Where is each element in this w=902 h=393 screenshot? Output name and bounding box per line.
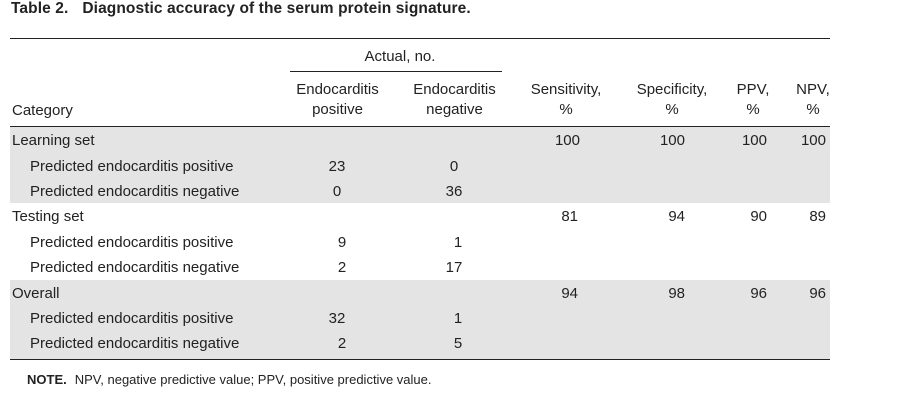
col-header-ppv: PPV, % bbox=[736, 81, 770, 118]
cell-endo-pos: 9 bbox=[337, 234, 347, 251]
table-title bbox=[11, 0, 471, 18]
cell-endo-neg: 36 bbox=[445, 183, 463, 200]
col-header-sensitivity: Sensitivity, % bbox=[530, 81, 602, 118]
row-label: Predicted endocarditis positive bbox=[30, 310, 234, 327]
col-header-endo-neg: Endocarditis negative bbox=[413, 81, 496, 118]
cell-specificity: 94 bbox=[668, 208, 685, 225]
group-name-testing: Testing set bbox=[12, 208, 84, 225]
cell-sensitivity: 94 bbox=[561, 285, 578, 302]
bottom-rule bbox=[10, 359, 830, 360]
cell-endo-pos: 23 bbox=[328, 158, 346, 175]
col-header-specificity: Specificity, % bbox=[636, 81, 708, 118]
cell-specificity: 100 bbox=[659, 132, 685, 149]
group-name-learning: Learning set bbox=[12, 132, 95, 149]
actual-group-rule bbox=[290, 71, 502, 72]
col-header-endo-pos: Endocarditis positive bbox=[296, 81, 379, 118]
note-text: NPV, negative predictive value; PPV, positive predictive value. bbox=[74, 372, 432, 387]
cell-sensitivity: 100 bbox=[554, 132, 580, 149]
row-label: Predicted endocarditis negative bbox=[30, 183, 240, 200]
table-label: Table 2. bbox=[11, 0, 69, 17]
col-header-category: Category bbox=[12, 102, 73, 119]
cell-endo-neg: 0 bbox=[449, 158, 459, 175]
cell-ppv: 90 bbox=[750, 208, 767, 225]
top-rule bbox=[10, 38, 830, 39]
table-note bbox=[27, 372, 431, 387]
cell-endo-pos: 32 bbox=[328, 310, 346, 327]
row-label: Predicted endocarditis positive bbox=[30, 234, 234, 251]
cell-ppv: 100 bbox=[741, 132, 767, 149]
cell-endo-neg: 17 bbox=[445, 259, 463, 276]
cell-endo-pos: 2 bbox=[337, 335, 347, 352]
cell-endo-pos: 2 bbox=[337, 259, 347, 276]
note-label: NOTE. bbox=[27, 372, 67, 387]
row-label: Predicted endocarditis negative bbox=[30, 335, 240, 352]
row-label: Predicted endocarditis negative bbox=[30, 259, 240, 276]
cell-endo-neg: 5 bbox=[453, 335, 463, 352]
cell-endo-neg: 1 bbox=[453, 310, 463, 327]
cell-sensitivity: 81 bbox=[561, 208, 578, 225]
cell-ppv: 96 bbox=[750, 285, 767, 302]
cell-npv: 89 bbox=[809, 208, 826, 225]
group-name-overall: Overall bbox=[12, 285, 60, 302]
cell-specificity: 98 bbox=[668, 285, 685, 302]
cell-npv: 100 bbox=[800, 132, 826, 149]
table-caption: Diagnostic accuracy of the serum protein signature. bbox=[82, 0, 471, 17]
row-label: Predicted endocarditis positive bbox=[30, 158, 234, 175]
col-header-npv: NPV, % bbox=[796, 81, 830, 118]
actual-group-header: Actual, no. bbox=[364, 48, 436, 65]
cell-endo-neg: 1 bbox=[453, 234, 463, 251]
cell-npv: 96 bbox=[809, 285, 826, 302]
cell-endo-pos: 0 bbox=[332, 183, 342, 200]
